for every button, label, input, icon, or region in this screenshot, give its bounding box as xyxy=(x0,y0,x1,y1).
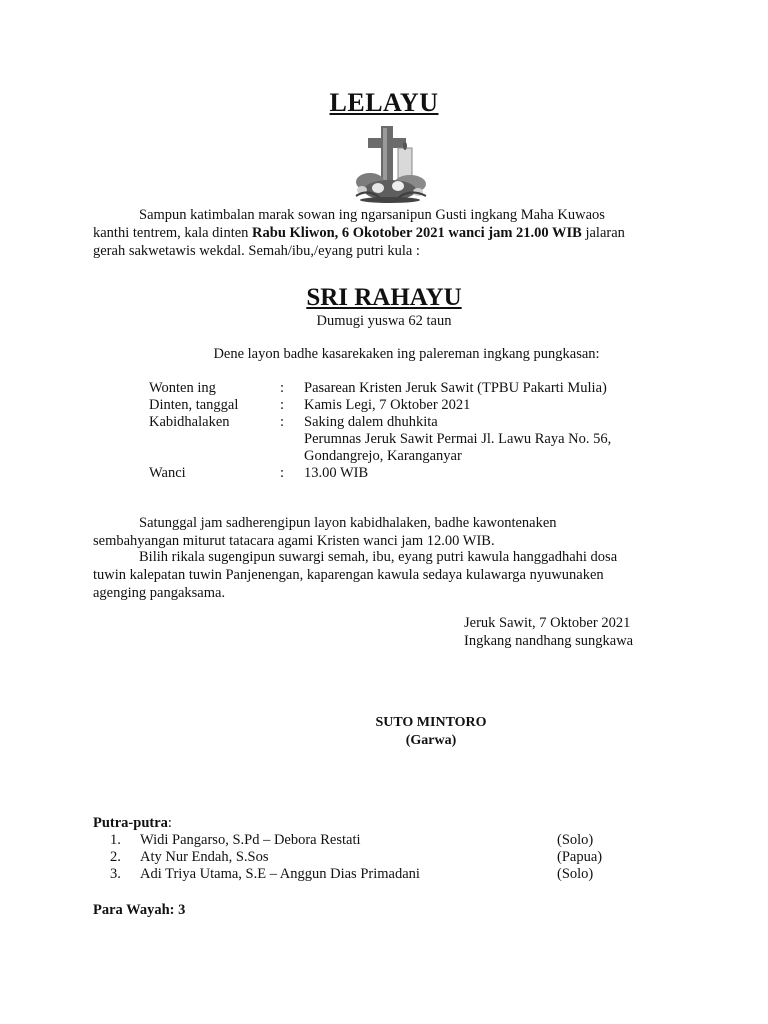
closing-block xyxy=(464,614,633,650)
signatory-role: (Garwa) xyxy=(405,733,457,748)
closing-mourner: Ingkang nandhang sungkawa xyxy=(464,633,634,649)
page-title: LELAYU xyxy=(329,88,439,117)
child-name: Aty Nur Endah, S.Sos xyxy=(140,849,269,865)
children-heading xyxy=(93,815,172,832)
detail-value: Kamis Legi, 7 Oktober 2021 xyxy=(304,397,471,413)
closing-place-date: Jeruk Sawit, 7 Oktober 2021 xyxy=(464,615,631,631)
detail-colon: : xyxy=(280,380,285,396)
child-name: Adi Triya Utama, S.E – Anggun Dias Primadani xyxy=(140,866,420,882)
intro-line-2-pre: kanthi tentrem, kala dinten xyxy=(93,225,253,241)
detail-label: Wonten ing xyxy=(149,380,216,396)
detail-value: 13.00 WIB xyxy=(304,465,369,481)
apology-paragraph xyxy=(93,548,668,602)
child-place: (Solo) xyxy=(557,866,594,882)
children-heading-colon: : xyxy=(167,815,172,831)
detail-value: Saking dalem dhuhkita xyxy=(304,414,438,430)
child-place: (Solo) xyxy=(557,832,594,848)
deceased-name: SRI RAHAYU xyxy=(306,284,462,311)
deceased-age: Dumugi yuswa 62 taun xyxy=(316,313,452,329)
detail-label: Wanci xyxy=(149,465,186,481)
intro-line-2 xyxy=(93,224,668,242)
detail-value: Gondangrejo, Karanganyar xyxy=(304,448,462,464)
detail-colon: : xyxy=(280,465,285,481)
cross-flowers-icon xyxy=(348,122,432,204)
detail-colon: : xyxy=(280,414,285,430)
child-number: 3. xyxy=(110,866,121,882)
burial-intro: Dene layon badhe kasarekaken ing palereman ingkang pungkasan: xyxy=(213,346,600,362)
apology-line-2: tuwin kalepatan tuwin Panjenengan, kaparengan kawula sedaya kulawarga nyuwunaken xyxy=(93,567,604,583)
children-heading-label: Putra-putra xyxy=(93,815,168,831)
detail-value: Perumnas Jeruk Sawit Permai Jl. Lawu Raya No. 56, xyxy=(304,431,612,447)
grandchildren-label: Para Wayah: xyxy=(93,902,175,918)
child-place: (Papua) xyxy=(557,849,603,865)
apology-line-1: Bilih rikala sugengipun suwargi semah, ibu, eyang putri kawula hanggadhahi dosa xyxy=(139,549,618,565)
intro-paragraph xyxy=(93,206,668,260)
death-datetime: Rabu Kliwon, 6 Okotober 2021 wanci jam 21.00 WIB xyxy=(252,225,582,241)
service-paragraph xyxy=(93,514,668,550)
detail-label: Dinten, tanggal xyxy=(149,397,239,413)
child-name: Widi Pangarso, S.Pd – Debora Restati xyxy=(140,832,361,848)
grandchildren-count: 3 xyxy=(178,902,186,918)
intro-line-3: gerah sakwetawis wekdal. Semah/ibu,/eyang putri kula : xyxy=(93,243,420,259)
detail-colon: : xyxy=(280,397,285,413)
intro-line-2-post: jalaran xyxy=(581,225,625,241)
intro-line-1: Sampun katimbalan marak sowan ing ngarsanipun Gusti ingkang Maha Kuwaos xyxy=(139,207,605,223)
child-number: 2. xyxy=(110,849,121,865)
apology-line-3: agenging pangaksama. xyxy=(93,585,226,601)
signatory-name: SUTO MINTORO xyxy=(375,715,487,730)
grandchildren-line xyxy=(93,902,185,919)
detail-label: Kabidhalaken xyxy=(149,414,230,430)
child-number: 1. xyxy=(110,832,121,848)
service-line-1: Satunggal jam sadherengipun layon kabidhalaken, badhe kawontenaken xyxy=(139,515,557,531)
service-line-2: sembahyangan miturut tatacara agami Kristen wanci jam 12.00 WIB. xyxy=(93,533,495,549)
detail-value: Pasarean Kristen Jeruk Sawit (TPBU Pakarti Mulia) xyxy=(304,380,607,396)
